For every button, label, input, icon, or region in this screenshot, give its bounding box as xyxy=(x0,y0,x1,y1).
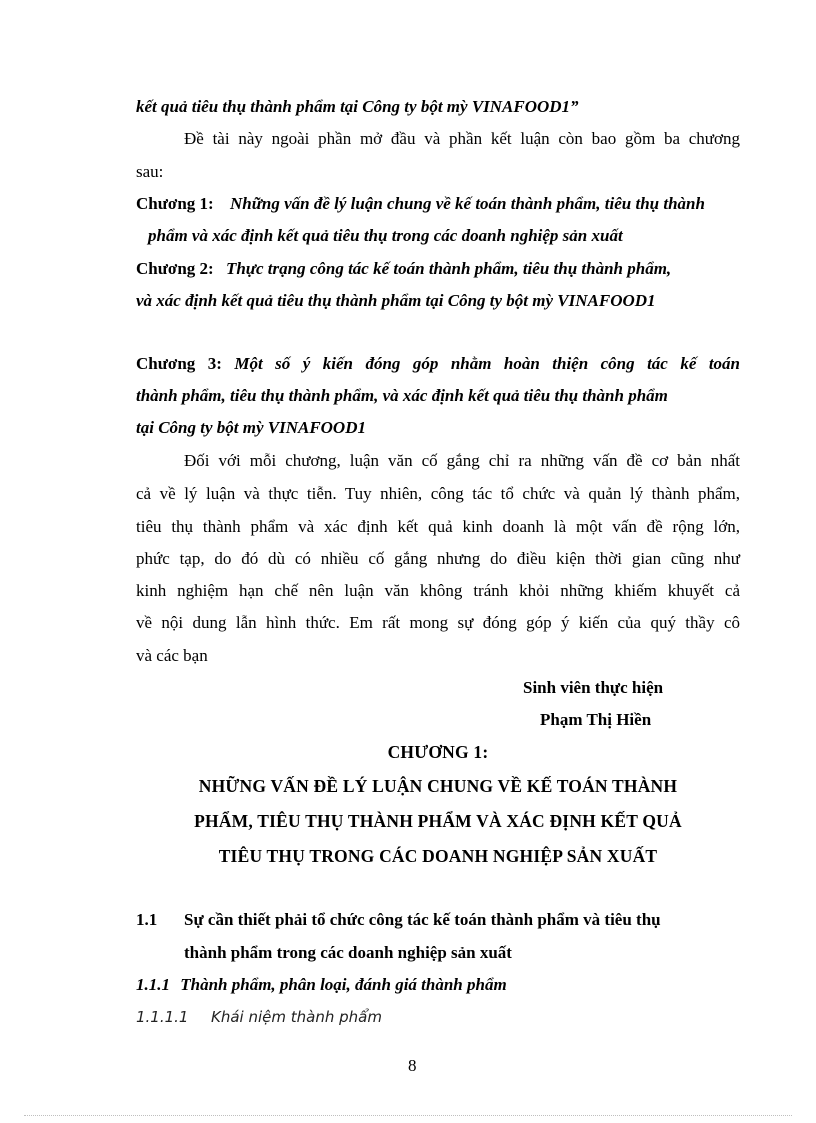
chapter-1-title-cont: phẩm và xác định kết quả tiêu thụ trong các doanh nghiệp sản xuất xyxy=(148,226,623,245)
chapter-3-title-cont: thành phẩm, tiêu thụ thành phẩm, và xác định kết quả tiêu thụ thành phẩm xyxy=(136,386,668,405)
section-heading-1-1-1-1 xyxy=(136,1006,740,1028)
chapter-1-summary xyxy=(136,193,740,215)
section-heading-1-1-1 xyxy=(136,974,740,996)
section-number: 1.1.1 xyxy=(136,975,170,994)
paragraph-line: cả về lý luận và thực tiễn. Tuy nhiên, công tác tổ chức và quản lý thành phẩm, xyxy=(136,484,740,503)
chapter-3-title-cont: tại Công ty bột mỳ VINAFOOD1 xyxy=(136,418,366,437)
chapter-title-line: TIÊU THỤ TRONG CÁC DOANH NGHIỆP SẢN XUẤT xyxy=(218,846,658,866)
section-number: 1.1.1.1 xyxy=(136,1008,189,1026)
section-title: Sự cần thiết phải tổ chức công tác kế toán thành phẩm và tiêu thụ xyxy=(184,910,661,929)
section-heading-1-1 xyxy=(136,909,740,931)
chapter-title-line: NHỮNG VẤN ĐỀ LÝ LUẬN CHUNG VỀ KẾ TOÁN THÀNH xyxy=(198,776,678,796)
footer-divider xyxy=(24,1115,792,1116)
paragraph-line: Đối với mỗi chương, luận văn cố gắng chỉ ra những vấn đề cơ bản nhất xyxy=(184,451,740,470)
paragraph-line: về nội dung lẫn hình thức. Em rất mong sự đóng góp ý kiến của quý thầy cô xyxy=(136,613,740,632)
signature-role: Sinh viên thực hiện xyxy=(523,678,664,697)
paragraph-line: và các bạn xyxy=(136,646,208,665)
chapter-heading: CHƯƠNG 1: xyxy=(387,742,489,762)
chapter-3-summary xyxy=(136,353,740,375)
chapter-2-label: Chương 2: xyxy=(136,259,214,278)
chapter-1-title: Những vấn đề lý luận chung về kế toán thành phẩm, tiêu thụ thành xyxy=(229,194,705,213)
section-title-cont: thành phẩm trong các doanh nghiệp sản xuất xyxy=(184,943,512,962)
chapter-2-summary xyxy=(136,258,740,280)
signature-name: Phạm Thị Hiền xyxy=(540,710,652,729)
page-number: 8 xyxy=(408,1056,417,1075)
section-title: Khái niệm thành phẩm xyxy=(211,1008,382,1026)
chapter-1-label: Chương 1: xyxy=(136,194,214,213)
paragraph-line: Đề tài này ngoài phần mở đầu và phần kết luận còn bao gồm ba chương xyxy=(184,129,740,148)
section-title: Thành phẩm, phân loại, đánh giá thành phẩm xyxy=(180,975,507,994)
chapter-2-title-cont: và xác định kết quả tiêu thụ thành phẩm tại Công ty bột mỳ VINAFOOD1 xyxy=(136,291,656,310)
intro-line: kết quả tiêu thụ thành phẩm tại Công ty bột mỳ VINAFOOD1” xyxy=(136,97,579,116)
section-number: 1.1 xyxy=(136,910,158,929)
paragraph-line: tiêu thụ thành phẩm và xác định kết quả kinh doanh là một vấn đề rộng lớn, xyxy=(136,517,740,536)
chapter-3-label: Chương 3: xyxy=(136,354,222,373)
chapter-title-line: PHẨM, TIÊU THỤ THÀNH PHẨM VÀ XÁC ĐỊNH KẾT QUẢ xyxy=(194,811,682,831)
paragraph-line: phức tạp, do đó dù có nhiều cố gắng nhưng do điều kiện thời gian cũng như xyxy=(136,549,740,568)
chapter-2-title: Thực trạng công tác kế toán thành phẩm, tiêu thụ thành phẩm, xyxy=(225,259,672,278)
paragraph-line: sau: xyxy=(136,162,164,181)
paragraph-line: kinh nghiệm hạn chế nên luận văn không tránh khỏi những khiếm khuyết cả xyxy=(136,581,740,600)
chapter-3-title: Một số ý kiến đóng góp nhằm hoàn thiện công tác kế toán xyxy=(234,354,740,373)
